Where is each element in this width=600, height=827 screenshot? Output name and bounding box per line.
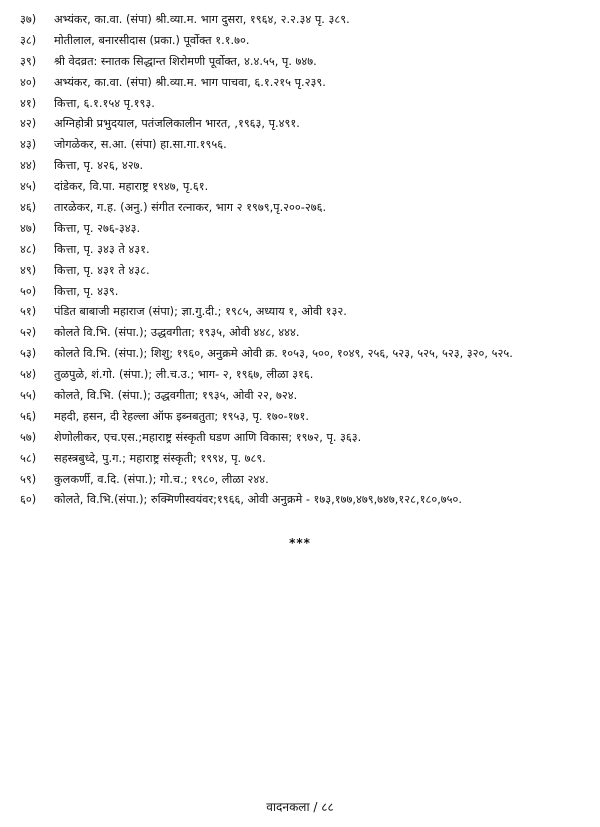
reference-text: तारळेकर, ग.ह. (अनु.) संगीत रत्नाकर, भाग २ १९७९,पृ.२००-२७६. [54, 201, 327, 215]
reference-number: ४८) [20, 242, 37, 256]
reference-number: ४६) [20, 201, 37, 215]
reference-text: महदी, हसन, दी रेहल्ला ऑफ इब्नबतुता; १९५३, पृ. १७०-१७१. [54, 409, 309, 423]
reference-text: कोलते वि.भि. (संपा.); उद्धवगीता; १९३५, ओवी ४४८, ४४४. [54, 326, 300, 340]
reference-text: जोगळेकर, स.आ. (संपा) हा.सा.गा.१९५६. [54, 138, 227, 152]
reference-text: कित्ता, पृ. ४३१ ते ४३८. [54, 263, 150, 277]
reference-number: ५७) [20, 430, 37, 444]
reference-number: ५६) [20, 409, 37, 423]
reference-text: अग्निहोत्री प्रभुदयाल, पतंजलिकालीन भारत, ,१९६३, पृ.४९१. [54, 117, 300, 131]
reference-item [20, 11, 585, 28]
section-separator: *** [289, 536, 311, 550]
reference-text: कित्ता, पृ. ४३९. [54, 284, 119, 298]
reference-number: ३७) [20, 13, 37, 26]
reference-text: सहस्त्रबुध्दे, पु.ग.; महाराष्ट्र संस्कृती; १९९४, पृ. ७८९. [54, 451, 266, 465]
reference-number: ३९) [20, 54, 37, 68]
reference-number: ४०) [20, 75, 37, 89]
reference-item [20, 178, 585, 195]
reference-number: ४२) [20, 117, 37, 131]
reference-number: ५४) [20, 368, 37, 382]
reference-text: अभ्यंकर, का.वा. (संपा) श्री.व्या.म. भाग दुसरा, १९६४, २.२.३४ पृ. ३८९. [54, 13, 350, 26]
reference-item [20, 283, 585, 300]
reference-number: ४९) [20, 263, 37, 277]
reference-item [20, 303, 585, 320]
reference-text: कुलकर्णी, व.दि. (संपा.); गो.च.; १९८०, लीळा २४४. [54, 472, 269, 486]
reference-text: कोलते वि.भि. (संपा.); शिशु; १९६०, अनुक्रमे ओवी क्र. १०५३, ५००, १०४९, २५६, ५२३, ५२५, ५२३, ३२०, ५२५. [54, 347, 513, 361]
reference-text: तुळपुळे, शं.गो. (संपा.); ली.च.उ.; भाग- २, १९६७, लीळा ३१६. [54, 368, 314, 382]
reference-item [20, 115, 585, 132]
reference-number: ५८) [20, 451, 37, 465]
page-footer: वादनकला / ८८ [266, 800, 334, 814]
reference-item [20, 491, 585, 508]
reference-item [20, 241, 585, 258]
reference-text: कित्ता, पृ. ३४३ ते ४३१. [54, 242, 150, 256]
reference-item [20, 471, 585, 488]
reference-text: कित्ता, पृ. ४२६, ४२७. [54, 159, 144, 173]
reference-number: ५९) [20, 472, 37, 486]
reference-item [20, 450, 585, 467]
reference-number: ५०) [20, 284, 37, 298]
reference-item [20, 220, 585, 237]
reference-item [20, 345, 585, 362]
reference-number: ५५) [20, 389, 37, 403]
reference-item [20, 32, 585, 49]
reference-number: ४७) [20, 221, 37, 235]
reference-text: कित्ता, पृ. २७६-३४३. [54, 221, 141, 235]
reference-item [20, 157, 585, 174]
reference-text: पंडित बाबाजी महाराज (संपा); ज्ञा.गु.दी.; १९८५, अध्याय १, ओवी १३२. [54, 305, 347, 319]
reference-item [20, 74, 585, 91]
reference-text: मोतीलाल, बनारसीदास (प्रका.) पूर्वोक्त १.१.७०. [54, 33, 250, 47]
reference-number: ६०) [20, 493, 37, 507]
reference-text: कोलते, वि.भि.(संपा.); रुक्मिणीस्वयंवर;१९६६, ओवी अनुक्रमे - १७३,१७७,४७९,७४७,१२८,१८०,७५०. [54, 493, 463, 507]
reference-text: श्री वेदव्रत: स्नातक सिद्धान्त शिरोमणी पूर्वोक्त, ४.४.५५, पृ. ७४७. [54, 54, 317, 68]
reference-number: ४१) [20, 96, 37, 110]
reference-text: शेणोलीकर, एच.एस.;महाराष्ट्र संस्कृती घडण आणि विकास; १९७२, पृ. ३६३. [54, 430, 362, 444]
reference-item [20, 408, 585, 425]
reference-list [20, 11, 585, 512]
reference-text: कित्ता, ६.१.१५४ पृ.१९३. [54, 96, 155, 110]
reference-number: ५३) [20, 347, 37, 361]
reference-item [20, 366, 585, 383]
reference-number: ४३) [20, 138, 37, 152]
reference-item [20, 262, 585, 279]
reference-item [20, 199, 585, 216]
reference-number: ५१) [20, 305, 37, 319]
reference-number: ३८) [20, 33, 37, 47]
reference-text: अभ्यंकर, का.वा. (संपा) श्री.व्या.म. भाग पाचवा, ६.१.२१५ पृ.२३९. [54, 75, 326, 89]
reference-item [20, 136, 585, 153]
reference-item [20, 387, 585, 404]
reference-item [20, 53, 585, 70]
reference-item [20, 95, 585, 112]
reference-number: ४५) [20, 180, 37, 194]
reference-number: ५२) [20, 326, 37, 340]
reference-number: ४४) [20, 159, 37, 173]
reference-text: दांडेकर, वि.पा. महाराष्ट्र १९४७, पृ.६१. [54, 180, 209, 194]
reference-item [20, 324, 585, 341]
reference-item [20, 429, 585, 446]
reference-text: कोलते, वि.भि. (संपा.); उद्धवगीता; १९३५, ओवी २२, ७२४. [54, 389, 298, 403]
